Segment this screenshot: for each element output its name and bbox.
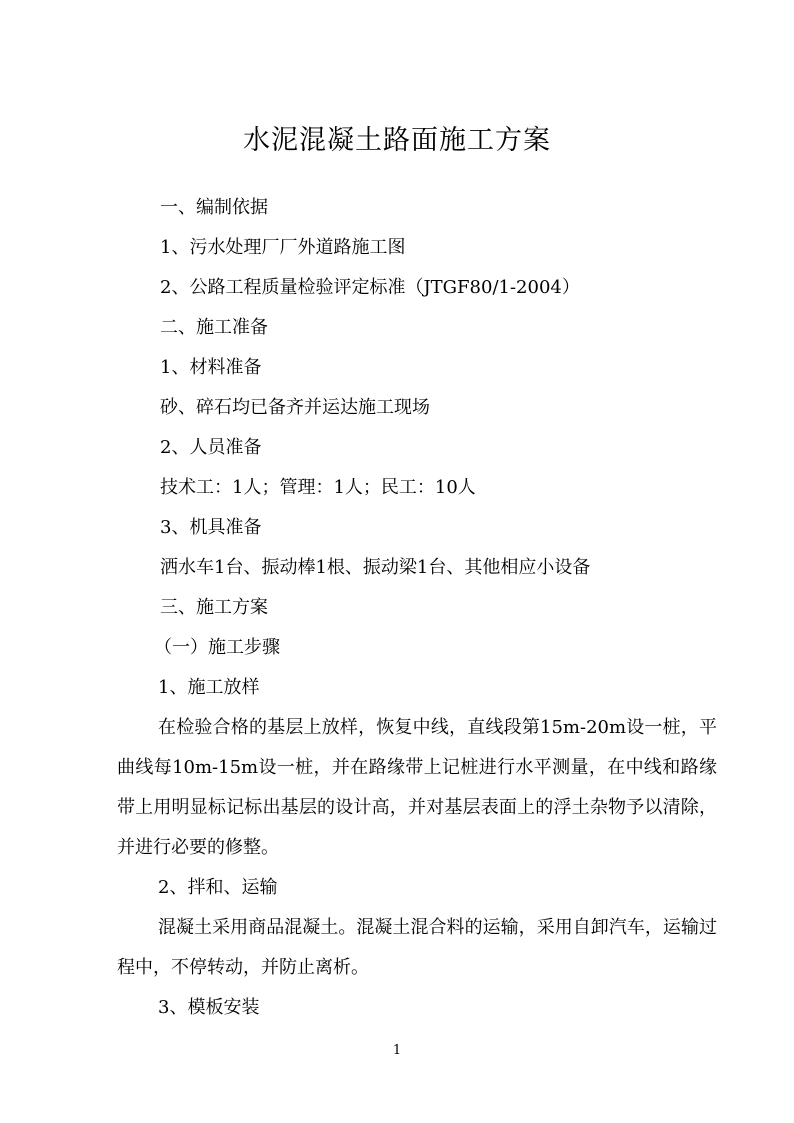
subheading-steps: （一）施工步骤 (154, 637, 280, 658)
section-heading-preparation: 二、施工准备 (160, 317, 268, 338)
subheading-mixing: 2、拌和、运输 (158, 877, 278, 898)
page-title: 水泥混凝土路面施工方案 (243, 125, 551, 156)
body-text-line: 洒水车1台、振动棒1根、振动梁1台、其他相应小设备 (160, 557, 591, 578)
subheading-personnel: 2、人员准备 (160, 437, 262, 458)
body-paragraph: 混凝土采用商品混凝土。混凝土混合料的运输，采用自卸汽车，运输过程中，不停转动，并防止离析。 (117, 917, 717, 978)
page-number: 1 (392, 1043, 402, 1058)
body-text-line: 砂、碎石均已备齐并运达施工现场 (160, 397, 430, 418)
section-heading-plan: 三、施工方案 (160, 597, 268, 618)
subheading-equipment: 3、机具准备 (160, 517, 262, 538)
body-paragraph: 在检验合格的基层上放样，恢复中线，直线段第15m-20m设一桩，平曲线每10m-15m设一桩，并在路缘带上记桩进行水平测量，在中线和路缘带上用明显标记标出基层的设计高，并对基层表面上的浮土杂物予以清除，并进行必要的修整。 (117, 717, 717, 858)
body-text-line: 技术工：1人；管理：1人；民工：10人 (160, 477, 476, 498)
subheading-formwork: 3、模板安装 (158, 997, 260, 1018)
subheading-layout: 1、施工放样 (158, 677, 260, 698)
list-item: 2、公路工程质量检验评定标准（JTGF80/1-2004） (160, 277, 580, 298)
section-heading-basis: 一、编制依据 (160, 197, 268, 218)
list-item: 1、污水处理厂厂外道路施工图 (160, 237, 406, 258)
subheading-materials: 1、材料准备 (160, 357, 262, 378)
